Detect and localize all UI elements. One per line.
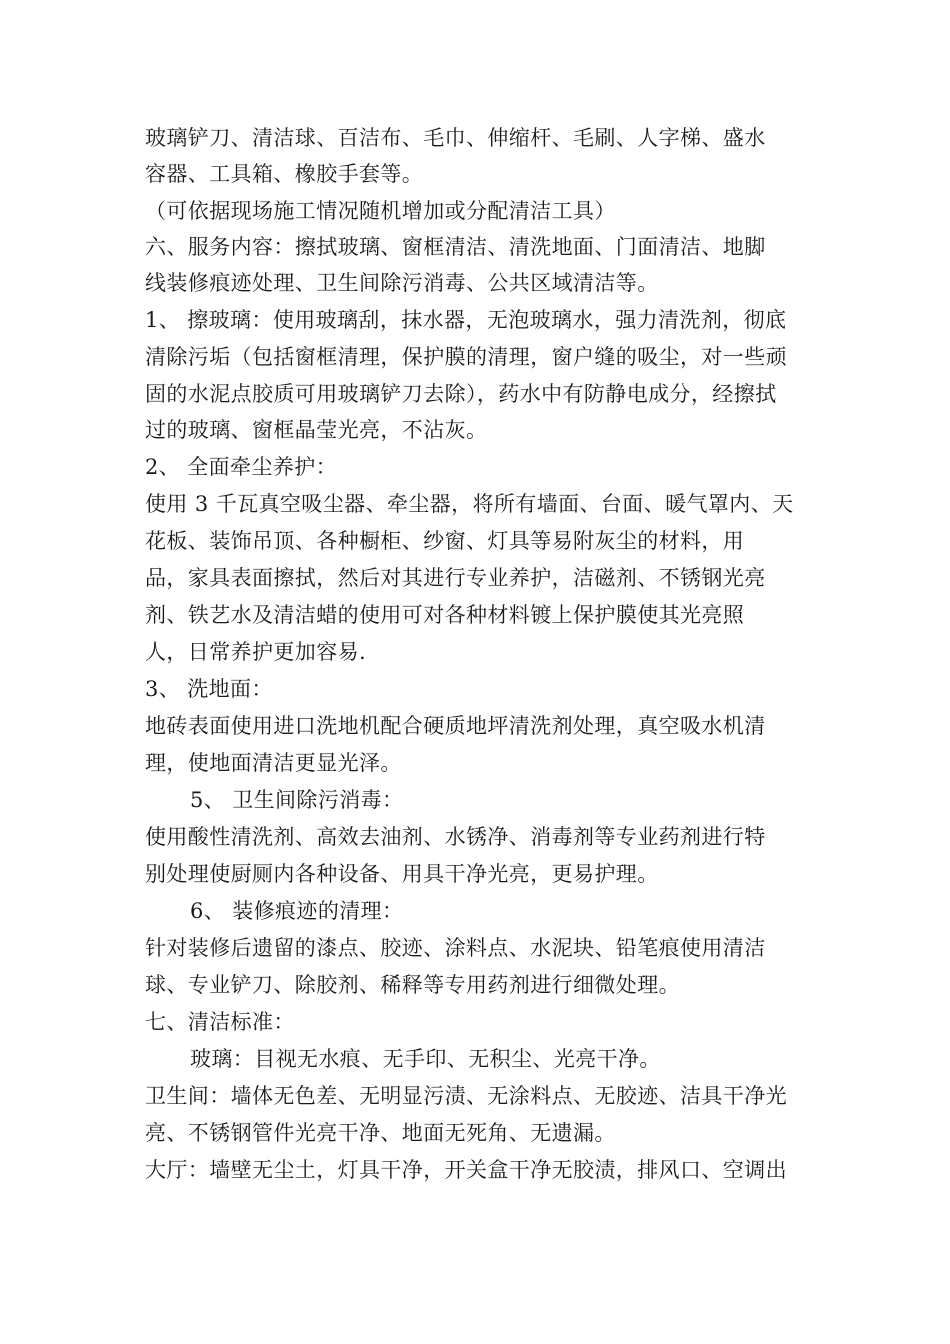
text-line: 花板、装饰吊顶、各种橱柜、纱窗、灯具等易附灰尘的材料，用 bbox=[145, 529, 745, 553]
text-line: 过的玻璃、窗框晶莹光亮，不沾灰。 bbox=[145, 418, 488, 442]
section-heading: 六、服务内容：擦拭玻璃、窗框清洁、清洗地面、门面清洁、地脚 bbox=[145, 235, 766, 259]
text-line: 清除污垢（包括窗框清理，保护膜的清理，窗户缝的吸尘，对一些顽 bbox=[145, 345, 787, 369]
text-line: 人，日常养护更加容易. bbox=[145, 640, 367, 664]
list-item-heading: 1、 擦玻璃：使用玻璃刮，抹水器，无泡玻璃水，强力清洗剂，彻底 bbox=[145, 308, 787, 332]
list-item-heading: 3、 洗地面： bbox=[145, 677, 273, 701]
text-line: 线装修痕迹处理、卫生间除污消毒、公共区域清洁等。 bbox=[145, 271, 659, 295]
text-line: 剂、铁艺水及清洁蜡的使用可对各种材料镀上保护膜使其光亮照 bbox=[145, 603, 745, 627]
list-item-heading: 2、 全面牵尘养护： bbox=[145, 455, 338, 479]
text-line: 针对装修后遗留的漆点、胶迹、涂料点、水泥块、铅笔痕使用清洁 bbox=[145, 936, 766, 960]
text-line: 玻璃铲刀、清洁球、百洁布、毛巾、伸缩杆、毛刷、人字梯、盛水 bbox=[145, 126, 766, 150]
text-line: 容器、工具箱、橡胶手套等。 bbox=[145, 162, 424, 186]
text-line: 球、专业铲刀、除胶剂、稀释等专用药剂进行细微处理。 bbox=[145, 973, 680, 997]
list-item-heading: 6、 装修痕迹的清理： bbox=[190, 899, 404, 923]
text-line: 使用 3 千瓦真空吸尘器、牵尘器，将所有墙面、台面、暖气罩内、天 bbox=[145, 492, 794, 516]
text-line: 玻璃：目视无水痕、无手印、无积尘、光亮干净。 bbox=[190, 1047, 661, 1071]
text-line: 大厅：墙壁无尘土，灯具干净，开关盒干净无胶渍，排风口、空调出 bbox=[145, 1158, 787, 1182]
text-line: 亮、不锈钢管件光亮干净、地面无死角、无遗漏。 bbox=[145, 1121, 616, 1145]
text-line: 地砖表面使用进口洗地机配合硬质地坪清洗剂处理，真空吸水机清 bbox=[145, 714, 766, 738]
text-line: 使用酸性清洗剂、高效去油剂、水锈净、消毒剂等专业药剂进行特 bbox=[145, 825, 766, 849]
text-line: 别处理使厨厕内各种设备、用具干净光亮，更易护理。 bbox=[145, 862, 659, 886]
text-line: 固的水泥点胶质可用玻璃铲刀去除），药水中有防静电成分，经擦拭 bbox=[145, 382, 777, 406]
text-line: （可依据现场施工情况随机增加或分配清洁工具） bbox=[145, 199, 616, 223]
section-heading: 七、清洁标准： bbox=[145, 1010, 295, 1034]
text-line: 理，使地面清洁更显光泽。 bbox=[145, 751, 402, 775]
text-line: 卫生间：墙体无色差、无明显污渍、无涂料点、无胶迹、洁具干净光 bbox=[145, 1084, 787, 1108]
text-line: 品，家具表面擦拭，然后对其进行专业养护，洁磁剂、不锈钢光亮 bbox=[145, 566, 766, 590]
list-item-heading: 5、 卫生间除污消毒： bbox=[190, 788, 404, 812]
